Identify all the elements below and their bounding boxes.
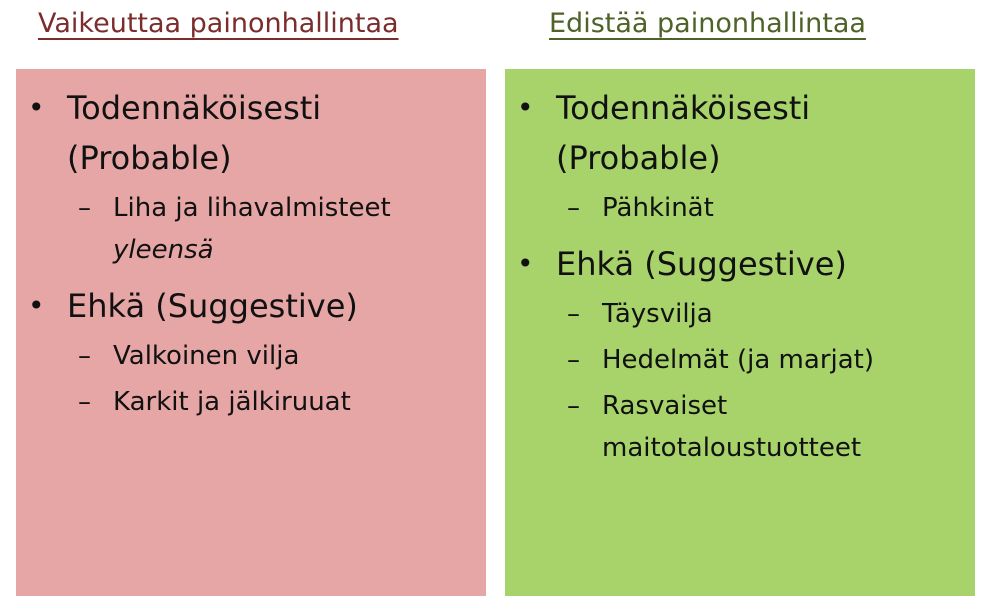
left-probable-item-text: Liha ja lihavalmisteet	[113, 193, 391, 223]
bullet-icon: •	[517, 91, 534, 124]
bullet-icon: •	[28, 91, 45, 124]
dash-icon: –	[78, 193, 91, 223]
right-probable-item	[505, 187, 965, 229]
right-probable-item-text: Pähkinät	[602, 193, 714, 223]
left-suggestive-label: Ehkä (Suggestive)	[67, 287, 358, 325]
right-suggestive-item-text: Rasvaiset maitotaloustuotteet	[602, 391, 862, 463]
dash-icon: –	[567, 193, 580, 223]
dash-icon: –	[567, 299, 580, 329]
right-suggestive-item-text: Hedelmät (ja marjat)	[602, 345, 874, 375]
left-column-title: Vaikeuttaa painonhallintaa	[38, 8, 399, 39]
bullet-icon: •	[28, 289, 45, 322]
right-panel	[505, 69, 975, 596]
left-panel	[16, 69, 486, 596]
right-column-title: Edistää painonhallintaa	[549, 8, 866, 39]
right-probable-heading	[505, 83, 965, 183]
right-suggestive-item	[505, 293, 965, 335]
dash-icon: –	[78, 341, 91, 371]
left-probable-label: Todennäköisesti (Probable)	[67, 89, 322, 177]
right-probable-label: Todennäköisesti (Probable)	[556, 89, 811, 177]
dash-icon: –	[78, 387, 91, 417]
dash-icon: –	[567, 391, 580, 421]
right-suggestive-item	[505, 385, 965, 469]
right-suggestive-item	[505, 339, 965, 381]
right-suggestive-heading	[505, 239, 965, 289]
left-suggestive-item-text: Karkit ja jälkiruuat	[113, 387, 351, 417]
left-suggestive-heading	[16, 281, 476, 331]
left-suggestive-item-text: Valkoinen vilja	[113, 341, 300, 371]
left-suggestive-item	[16, 335, 476, 377]
bullet-icon: •	[517, 247, 534, 280]
left-suggestive-item	[16, 381, 476, 423]
dash-icon: –	[567, 345, 580, 375]
left-probable-item	[16, 187, 476, 271]
left-probable-heading	[16, 83, 476, 183]
right-suggestive-label: Ehkä (Suggestive)	[556, 245, 847, 283]
left-probable-item-italic: yleensä	[113, 235, 214, 265]
right-suggestive-item-text: Täysvilja	[602, 299, 713, 329]
